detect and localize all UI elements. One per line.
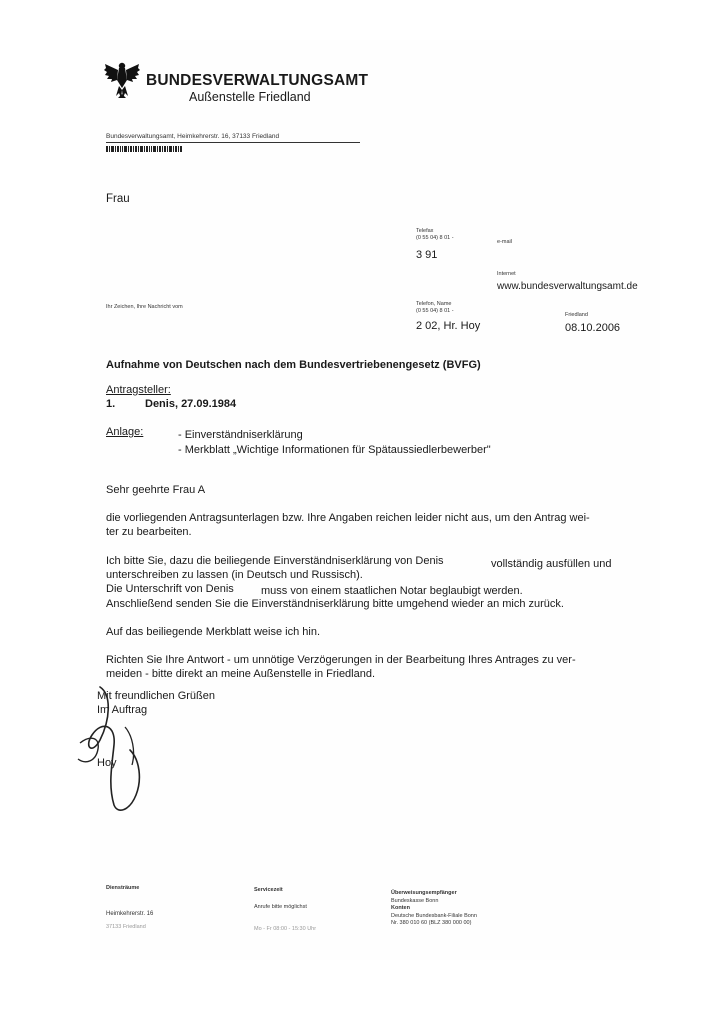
paragraph-line: Die Unterschrift von Denis [106, 583, 234, 595]
attachment-item: - Einverständniserklärung [178, 429, 303, 441]
greeting: Sehr geehrte Frau A [106, 484, 206, 496]
paragraph-line: Anschließend senden Sie die Einverständniserklärung bitte umgehend wieder an mich zurück. [106, 598, 564, 610]
letter-page [90, 40, 660, 960]
applicant-name: Denis, 27.09.1984 [145, 398, 237, 410]
applicant-label: Antragsteller: [106, 384, 171, 396]
paragraph-line: muss von einem staatlichen Notar beglaubigt werden. [261, 585, 523, 597]
telefax-label: Telefax [416, 228, 434, 234]
footer-premises-line: Heimkehrerstr. 16 [106, 911, 154, 917]
place-label: Friedland [565, 312, 588, 318]
paragraph-line: Auf das beiliegende Merkblatt weise ich hin. [106, 626, 321, 638]
phone-prefix: (0 55 04) 8 01 - [416, 308, 454, 314]
paragraph-line: meiden - bitte direkt an meine Außenstelle in Friedland. [106, 668, 376, 680]
return-address: Bundesverwaltungsamt, Heimkehrerstr. 16, 37133 Friedland [106, 133, 280, 140]
footer-bank-line: Bundeskasse Bonn [391, 898, 439, 904]
footer-service-line: Anrufe bitte möglichst [254, 904, 307, 910]
organization-branch: Außenstelle Friedland [189, 90, 311, 104]
footer-bank-line: Konten [391, 905, 410, 911]
footer-bank-title: Überweisungsempfänger [391, 890, 457, 896]
email-label: e-mail [497, 239, 512, 245]
paragraph-line: unterschreiben zu lassen (in Deutsch und Russisch). [106, 569, 363, 581]
telefax-extension: 3 91 [416, 249, 438, 261]
on-behalf-line: Im Auftrag [97, 704, 148, 716]
recipient-line: Frau [106, 193, 130, 205]
footer-premises-line: 37133 Friedland [106, 924, 146, 930]
phone-label: Telefon, Name [416, 301, 452, 307]
signer-name: Hoy [97, 757, 117, 769]
paragraph-line: ter zu bearbeiten. [106, 526, 192, 538]
footer-service-title: Servicezeit [254, 887, 283, 893]
letter-subject: Aufnahme von Deutschen nach dem Bundesvertriebenengesetz (BVFG) [106, 359, 481, 371]
organization-name: BUNDESVERWALTUNGSAMT [146, 72, 369, 89]
federal-eagle-icon [103, 58, 141, 100]
paragraph-line: die vorliegenden Antragsunterlagen bzw. Ihre Angaben reichen leider nicht aus, um den Antrag wei- [106, 512, 590, 524]
barcode-icon [106, 146, 182, 152]
paragraph-line: Richten Sie Ihre Antwort - um unnötige Verzögerungen in der Bearbeitung Ihres Antrages zu ver- [106, 654, 576, 666]
telefax-prefix: (0 55 04) 8 01 - [416, 235, 454, 241]
footer-bank-line: Nr. 380 010 60 (BLZ 380 000 00) [391, 920, 472, 926]
attachment-label: Anlage: [106, 426, 144, 438]
paragraph-line: Ich bitte Sie, dazu die beiliegende Einverständniserklärung von Denis [106, 555, 444, 567]
paragraph-line: vollständig ausfüllen und [491, 558, 612, 570]
internet-url: www.bundesverwaltungsamt.de [497, 281, 638, 292]
reference-label: Ihr Zeichen, Ihre Nachricht vom [106, 304, 183, 310]
internet-label: Internet [497, 271, 516, 277]
letter-date: 08.10.2006 [565, 322, 621, 334]
phone-value: 2 02, Hr. Hoy [416, 320, 481, 332]
handwritten-signature [70, 665, 170, 815]
applicant-number: 1. [106, 398, 116, 410]
footer-premises-title: Diensträume [106, 885, 140, 891]
closing-greeting: Mit freundlichen Grüßen [97, 690, 215, 702]
footer-service-line: Mo - Fr 08:00 - 15:30 Uhr [254, 926, 317, 932]
footer-bank-line: Deutsche Bundesbank-Filiale Bonn [391, 913, 477, 919]
attachment-item: - Merkblatt „Wichtige Informationen für Spätaussiedlerbewerber" [178, 444, 491, 456]
return-address-rule [106, 142, 360, 143]
